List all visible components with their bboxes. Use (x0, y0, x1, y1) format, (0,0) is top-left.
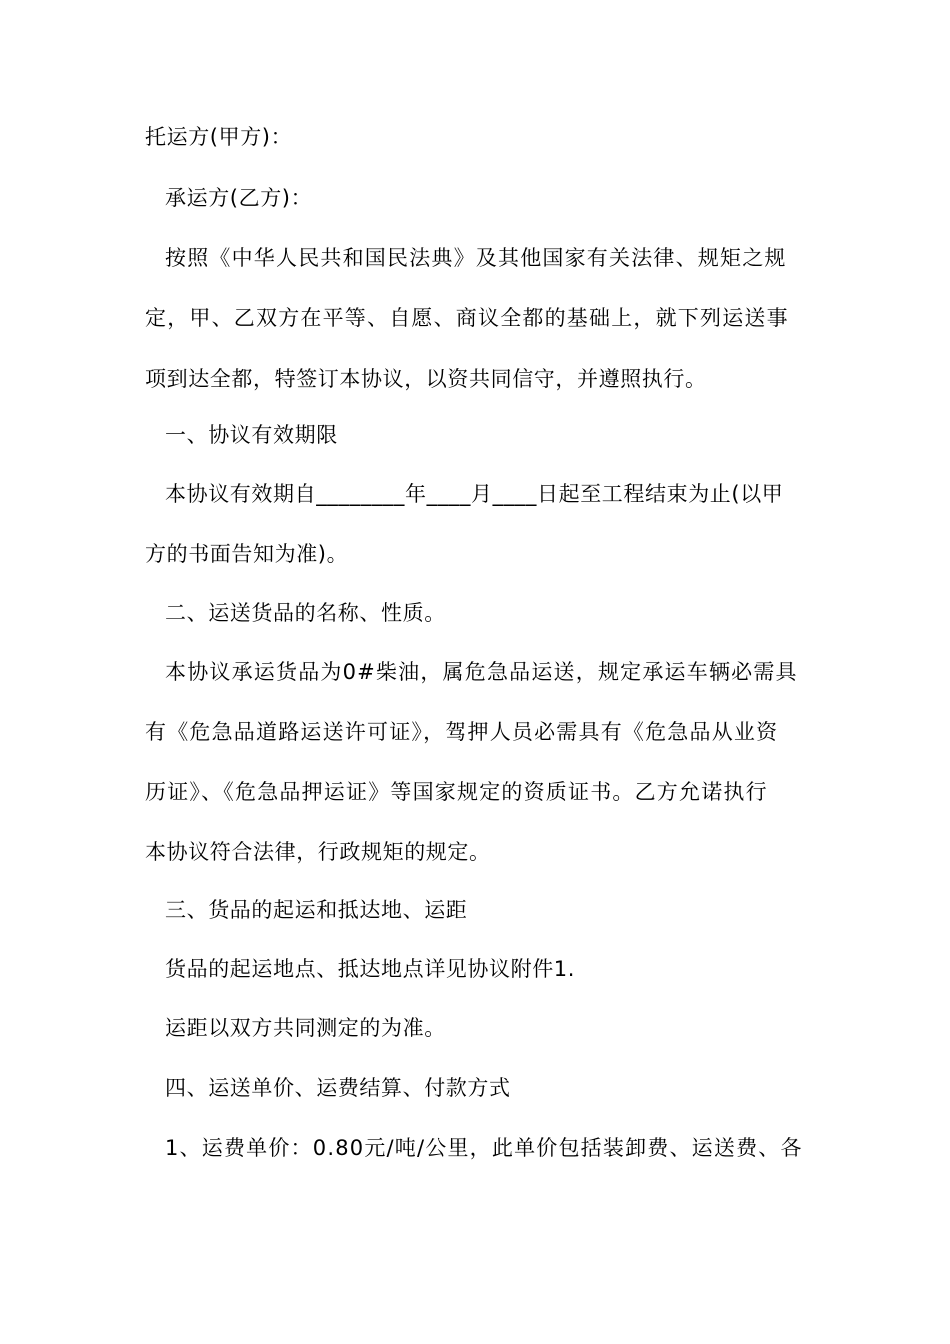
locations-line: 货品的起运地点、抵达地点详见协议附件1. (165, 957, 576, 981)
unit-price-line: 1、运费单价：0.80元/吨/公里，此单价包括装卸费、运送费、各 (165, 1136, 803, 1160)
preamble-line-3: 项到达全都，特签订本协议，以资共同信守，并遵照执行。 (145, 367, 707, 391)
preamble-line-1: 按照《中华人民共和国民法典》及其他国家有关法律、规矩之规 (165, 246, 787, 270)
consignor-line: 托运方(甲方)： (145, 125, 293, 149)
validity-line-1: 本协议有效期自________年____月____日起至工程结束为止(以甲 (165, 482, 784, 506)
goods-line-1: 本协议承运货品为0#柴油，属危急品运送，规定承运车辆必需具 (165, 660, 798, 684)
section-4-heading: 四、运送单价、运费结算、付款方式 (165, 1076, 511, 1100)
preamble-line-2: 定，甲、乙双方在平等、自愿、商议全都的基础上，就下列运送事 (145, 306, 789, 330)
goods-line-4: 本协议符合法律，行政规矩的规定。 (145, 840, 491, 864)
section-2-heading: 二、运送货品的名称、性质。 (165, 601, 446, 625)
section-3-heading: 三、货品的起运和抵达地、运距 (165, 898, 468, 922)
distance-line: 运距以双方共同测定的为准。 (165, 1016, 446, 1040)
section-1-heading: 一、协议有效期限 (165, 423, 338, 447)
validity-line-2: 方的书面告知为准)。 (145, 542, 349, 566)
goods-line-3: 历证》、《危急品押运证》等国家规定的资质证书。乙方允诺执行 (145, 780, 768, 804)
goods-line-2: 有《危急品道路运送许可证》，驾押人员必需具有《危急品从业资 (145, 720, 779, 744)
carrier-line: 承运方(乙方)： (165, 186, 313, 210)
